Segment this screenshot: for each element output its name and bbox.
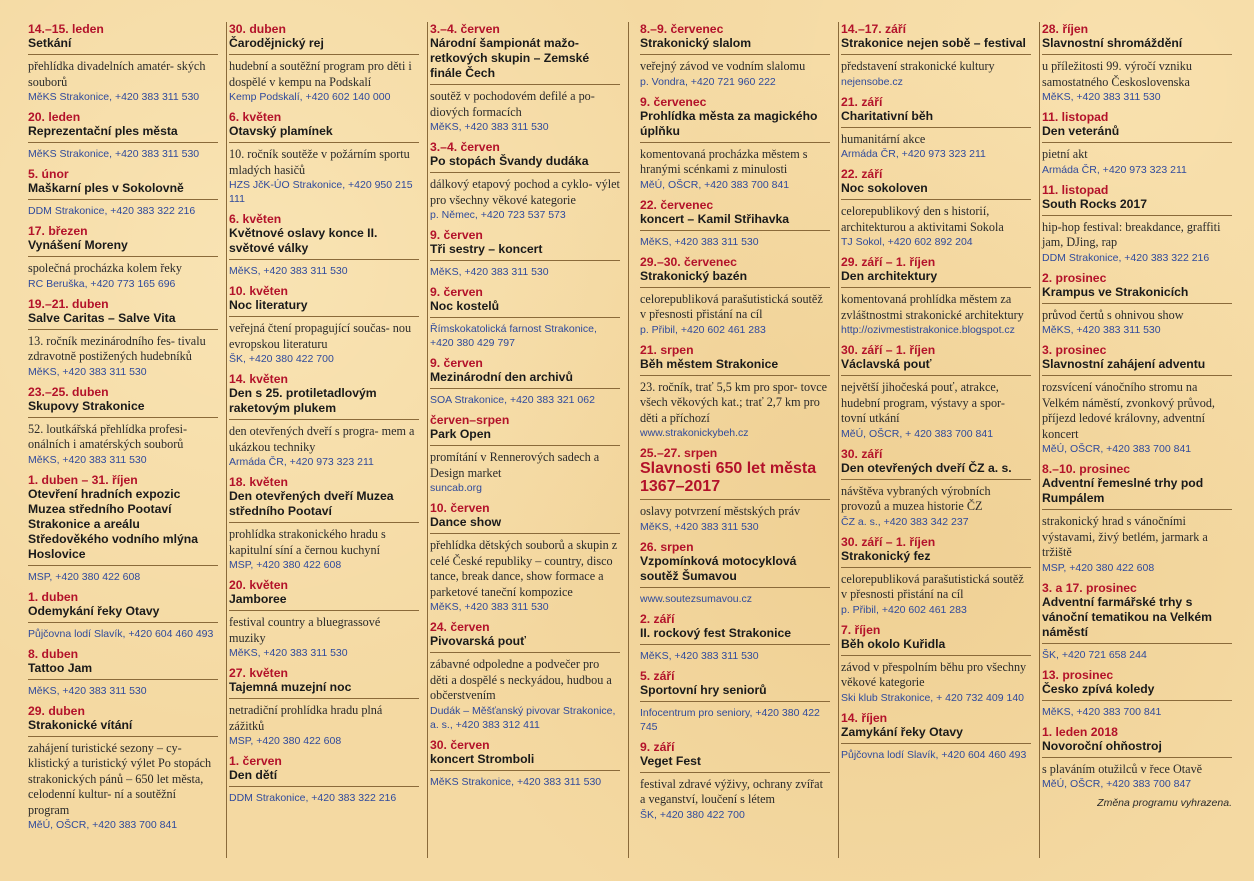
event-title: Strakonický slalom <box>640 36 830 55</box>
event-description: 52. loutkářská přehlídka profesi- onálních i amatérských souborů <box>28 421 188 451</box>
event-date: 3. prosinec <box>1042 343 1107 357</box>
event-contact: Půjčovna lodí Slavík, +420 604 460 493 <box>841 748 1027 761</box>
event-date: 21. září <box>841 94 883 109</box>
event-contact: ČZ a. s., +420 383 342 237 <box>841 515 969 528</box>
event-item <box>640 612 830 663</box>
event-contact: Infocentrum pro seniory, +420 380 422 745 <box>640 706 820 733</box>
event-contact: MěKS, +420 383 311 530 <box>229 265 348 277</box>
event-date: 8.–9. červenec <box>640 22 724 36</box>
event-title: Slavnostní zahájení adventu <box>1042 357 1232 376</box>
event-description: představení strakonické kultury <box>841 59 995 73</box>
event-item <box>841 535 1031 617</box>
event-item <box>28 385 218 467</box>
event-contact: MěKS, +420 383 311 530 <box>229 647 348 659</box>
event-contact: MSP, +420 380 422 608 <box>229 559 342 571</box>
event-description: 13. ročník mezinárodního fes- tivalu zdravotně postižených hudebníků <box>28 333 206 363</box>
column-2 <box>229 22 419 811</box>
event-item <box>28 110 218 161</box>
event-date: 9. červen <box>430 228 483 242</box>
column-6 <box>1042 22 1232 809</box>
event-description: netradiční prohlídka hradu plná zážitků <box>229 703 383 733</box>
program-change-note: Změna programu vyhrazena. <box>1097 797 1232 809</box>
event-date: 20. leden <box>28 110 81 124</box>
event-contact: p. Přibil, +420 602 461 283 <box>640 323 766 336</box>
event-item <box>430 738 620 789</box>
event-title: Strakonický bazén <box>640 269 830 288</box>
event-contact: MěKS, +420 383 311 530 <box>640 649 759 662</box>
event-contact: MěKS, +420 383 311 530 <box>1042 91 1161 103</box>
event-title: Adventní řemeslné trhy pod Rumpálem <box>1042 476 1232 510</box>
event-description: přehlídka dětských souborů a skupin z celé České republiky – country, disco tance, break dance, show formace a parketové taneční kompozice <box>430 538 618 599</box>
event-contact: p. Přibil, +420 602 461 283 <box>841 603 967 616</box>
event-item <box>229 754 419 805</box>
column-divider <box>838 22 839 858</box>
event-date: 9. červen <box>430 356 483 370</box>
event-title: Česko zpívá koledy <box>1042 682 1232 701</box>
event-contact: MěKS, +420 383 311 530 <box>430 121 549 133</box>
event-item <box>1042 22 1232 104</box>
event-item <box>1042 183 1232 265</box>
event-item <box>1042 725 1232 792</box>
event-contact: nejensobe.cz <box>841 75 903 88</box>
event-item <box>640 446 830 534</box>
event-title: Charitativní běh <box>841 109 1031 128</box>
event-date: 1. duben – 31. říjen <box>28 472 138 487</box>
event-date: 5. únor <box>28 167 69 181</box>
event-date: červen–srpen <box>430 413 510 427</box>
event-title: Národní šampionát mažo- retkových skupin – Zemské finále Čech <box>430 36 620 85</box>
event-contact: Armáda ČR, +420 973 323 211 <box>229 456 374 468</box>
event-title: Čarodějnický rej <box>229 36 419 55</box>
event-contact: MěÚ, OŠCR, +420 383 700 841 <box>1042 443 1192 455</box>
event-title: Vzpomínková motocyklová soutěž Šumavou <box>640 554 830 588</box>
event-description: pietní akt <box>1042 147 1088 161</box>
column-divider <box>226 22 227 858</box>
event-item <box>640 198 830 249</box>
event-date: 2. září <box>640 611 675 626</box>
event-item <box>28 22 218 104</box>
event-contact: DDM Strakonice, +420 383 322 216 <box>1042 251 1210 264</box>
event-title: Zamykání řeky Otavy <box>841 725 1031 744</box>
event-title: Mezinárodní den archivů <box>430 370 620 389</box>
column-3 <box>430 22 620 795</box>
event-item <box>841 22 1031 89</box>
event-contact: DDM Strakonice, +420 383 322 216 <box>28 205 196 217</box>
event-title: Den s 25. protiletadlovým raketovým plukem <box>229 386 419 420</box>
event-contact: Půjčovna lodí Slavík, +420 604 460 493 <box>28 627 214 640</box>
event-item <box>841 343 1031 441</box>
event-description: festival zdravé výživy, ochrany zvířat a veganství, loučení s létem <box>640 776 823 806</box>
event-description: veřejná čtení propagující součas- nou evropskou literaturu <box>229 321 412 351</box>
event-title: Běh okolo Kuřidla <box>841 637 1031 656</box>
event-contact: MěKS, +420 383 311 530 <box>1042 324 1161 336</box>
event-item <box>229 110 419 206</box>
event-date: 29. duben <box>28 703 85 718</box>
event-date: 9. září <box>640 739 675 754</box>
event-date: 2. prosinec <box>1042 270 1107 285</box>
event-title: Tři sestry – koncert <box>430 242 620 261</box>
event-item <box>430 22 620 134</box>
event-item <box>229 212 419 278</box>
event-description: hudební a soutěžní program pro děti i dospělé v kempu na Podskalí <box>229 59 412 89</box>
event-title: Den veteránů <box>1042 124 1232 143</box>
event-date: 6. květen <box>229 212 282 226</box>
event-date: 8. duben <box>28 646 79 661</box>
event-date: 9. červen <box>430 285 483 299</box>
event-description: soutěž v pochodovém defilé a po- diových formacích <box>430 89 595 119</box>
event-item <box>640 343 830 441</box>
event-title: Strakonice nejen sobě – festival <box>841 36 1031 55</box>
event-description: 23. ročník, trať 5,5 km pro spor- tovce všech věkových kat.; trať 2,7 km pro děti a příchozí <box>640 379 828 425</box>
event-date: 21. srpen <box>640 342 694 357</box>
event-description: přehlídka divadelních amatér- ských souborů <box>28 59 206 89</box>
event-description: celorepublikový den s historií, architekturou a aktivitami Sokola <box>841 204 1004 234</box>
event-date: 23.–25. duben <box>28 384 109 399</box>
column-4 <box>640 22 830 828</box>
event-title: Noc sokoloven <box>841 181 1031 200</box>
event-description: celorepubliková parašutistická soutěž v přesnosti přistání na cíl <box>640 291 823 321</box>
event-item <box>1042 668 1232 719</box>
event-item <box>229 372 419 469</box>
event-title: Po stopách Švandy dudáka <box>430 154 620 173</box>
event-item <box>1042 462 1232 575</box>
event-item <box>841 623 1031 705</box>
event-contact: MěÚ, OŠCR, +420 383 700 841 <box>28 819 178 831</box>
event-description: komentovaná procházka městem s hranými scénkami z minulosti <box>640 146 808 176</box>
event-date: 22. září <box>841 167 883 181</box>
event-contact: MěÚ, OŠCR, + 420 383 700 841 <box>841 427 994 440</box>
event-item <box>28 297 218 379</box>
event-title: Maškarní ples v Sokolovně <box>28 181 218 200</box>
event-title: Pivovarská pouť <box>430 634 620 653</box>
event-date: 7. říjen <box>841 622 881 637</box>
event-date: 14.–15. leden <box>28 22 104 36</box>
event-description: u příležitosti 99. výročí vzniku samostatného Československa <box>1042 59 1192 89</box>
event-contact: Římskokatolická farnost Strakonice, +420 380 429 797 <box>430 323 597 349</box>
event-title: Novoroční ohňostroj <box>1042 739 1232 758</box>
event-title: Reprezentační ples města <box>28 124 218 143</box>
event-contact: Armáda ČR, +420 973 323 211 <box>1042 163 1187 176</box>
event-item <box>640 255 830 337</box>
event-item <box>841 711 1031 762</box>
event-item <box>229 666 419 748</box>
event-contact: MěKS, +420 383 311 530 <box>640 235 759 248</box>
event-date: 30. duben <box>229 22 286 36</box>
event-description: zahájení turistické sezony – cy- klistický a turistický výlet Po stopách strakonických pánů – 650 let města, celodenní kultur- ní a soutěžní program <box>28 740 212 817</box>
event-description: promítání v Rennerových sadech a Design market <box>430 450 600 480</box>
event-contact: p. Vondra, +420 721 960 222 <box>640 75 776 88</box>
event-date: 1. červen <box>229 754 282 768</box>
event-contact: ŠK, +420 380 422 700 <box>229 353 334 365</box>
event-title: Strakonický fez <box>841 549 1031 568</box>
column-divider <box>628 22 629 858</box>
event-description: zábavné odpoledne a podvečer pro děti a dospělé s neckyádou, hudbou a občerstvením <box>430 657 612 702</box>
event-contact: MěKS, +420 383 311 530 <box>640 520 759 533</box>
event-title: Setkání <box>28 36 218 55</box>
event-item <box>430 501 620 614</box>
event-title: Odemykání řeky Otavy <box>28 604 218 623</box>
event-contact: http://ozivmestistrakonice.blogspot.cz <box>841 324 1015 336</box>
event-contact: MěÚ, OŠCR, +420 383 700 841 <box>640 178 790 191</box>
event-title: II. rockový fest Strakonice <box>640 626 830 645</box>
event-description: závod v přespolním běhu pro všechny věkové kategorie <box>841 659 1027 689</box>
event-date: 11. listopad <box>1042 110 1109 124</box>
event-contact: MěKS, +420 383 311 530 <box>430 266 549 278</box>
event-contact: DDM Strakonice, +420 383 322 216 <box>229 792 397 804</box>
event-description: společná procházka kolem řeky <box>28 261 182 275</box>
event-contact: Ski klub Strakonice, + 420 732 409 140 <box>841 691 1025 704</box>
event-item <box>28 473 218 584</box>
event-item <box>640 95 830 192</box>
event-item <box>430 140 620 222</box>
event-description: prohlídka strakonického hradu s kapitulní síní a černou kuchyní <box>229 527 386 557</box>
event-date: 3.–4. červen <box>430 140 500 154</box>
column-divider <box>1039 22 1040 858</box>
event-contact: MěKS, +420 383 311 530 <box>28 684 147 697</box>
event-date: 30. září – 1. říjen <box>841 343 936 357</box>
event-contact: suncab.org <box>430 482 482 494</box>
event-item <box>430 228 620 279</box>
event-title: Noc kostelů <box>430 299 620 318</box>
event-description: dálkový etapový pochod a cyklo- výlet pro všechny věkové kategorie <box>430 177 620 207</box>
event-date: 14. říjen <box>841 710 888 725</box>
event-item <box>430 413 620 495</box>
event-title: Prohlídka města za magického úplňku <box>640 109 830 143</box>
event-title: Veget Fest <box>640 754 830 773</box>
event-date: 13. prosinec <box>1042 667 1114 682</box>
event-date: 3. a 17. prosinec <box>1042 580 1137 595</box>
event-contact: MSP, +420 380 422 608 <box>1042 561 1155 574</box>
event-item <box>640 22 830 89</box>
event-title: Tattoo Jam <box>28 661 218 680</box>
event-description: strakonický hrad s vánočními výstavami, živý betlém, jarmark a tržiště <box>1042 514 1208 559</box>
event-title: Noc literatury <box>229 298 419 317</box>
event-description: návštěva vybraných výrobních provozů a muzea historie ČZ <box>841 483 991 513</box>
event-title: Skupovy Strakonice <box>28 399 218 418</box>
event-item <box>229 578 419 660</box>
event-description: veřejný závod ve vodním slalomu <box>640 59 806 73</box>
event-contact: TJ Sokol, +420 602 892 204 <box>841 236 973 248</box>
event-description: oslavy potvrzení městských práv <box>640 504 801 518</box>
event-date: 1. leden 2018 <box>1042 724 1118 739</box>
event-contact: MěKS, +420 383 311 530 <box>28 365 147 378</box>
event-item <box>430 620 620 732</box>
event-item <box>28 224 218 291</box>
event-date: 19.–21. duben <box>28 296 109 311</box>
event-contact: MěKS, +420 383 311 530 <box>28 453 147 466</box>
event-item <box>28 647 218 698</box>
event-title: Strakonické vítání <box>28 718 218 737</box>
event-date: 11. listopad <box>1042 182 1109 197</box>
event-date: 10. červen <box>430 501 490 515</box>
event-title: koncert Stromboli <box>430 752 620 771</box>
event-contact: Kemp Podskalí, +420 602 140 000 <box>229 91 391 103</box>
event-item <box>1042 110 1232 177</box>
event-title: Otavský plamínek <box>229 124 419 143</box>
event-description: festival country a bluegrassové muziky <box>229 615 381 645</box>
event-item <box>841 95 1031 162</box>
event-date: 22. červenec <box>640 197 714 212</box>
event-title: koncert – Kamil Střihavka <box>640 212 830 231</box>
event-item <box>430 356 620 407</box>
column-divider <box>427 22 428 858</box>
event-item <box>1042 271 1232 338</box>
event-date: 30. červen <box>430 737 490 752</box>
event-title: South Rocks 2017 <box>1042 197 1232 216</box>
event-date: 30. září <box>841 446 883 461</box>
event-item <box>640 740 830 822</box>
event-item <box>28 167 218 218</box>
event-title: Den otevřených dveří Muzea středního Pootaví <box>229 489 419 523</box>
event-title: Květnové oslavy konce II. světové války <box>229 226 419 260</box>
event-item <box>430 285 620 350</box>
event-contact: MěKS Strakonice, +420 383 311 530 <box>28 148 200 160</box>
event-description: průvod čertů s ohnivou show <box>1042 307 1184 322</box>
event-date: 25.–27. srpen <box>640 446 718 460</box>
event-contact: Armáda ČR, +420 973 323 211 <box>841 148 986 160</box>
event-description: hip-hop festival: breakdance, graffiti jam, DJing, rap <box>1042 219 1221 249</box>
event-date: 14.–17. září <box>841 22 907 36</box>
event-contact: SOA Strakonice, +420 383 321 062 <box>430 394 595 406</box>
event-description: největší jihočeská pouť, atrakce, hudební program, výstavy a spor- tovní utkání <box>841 380 1005 425</box>
event-contact: MěKS, +420 383 700 841 <box>1042 705 1162 718</box>
event-date: 10. květen <box>229 284 288 298</box>
event-title: Salve Caritas – Salve Vita <box>28 311 218 330</box>
event-date: 6. květen <box>229 110 282 124</box>
event-title: Tajemná muzejní noc <box>229 680 419 699</box>
event-item <box>229 22 419 104</box>
event-contact: www.soutezsumavou.cz <box>640 592 753 605</box>
column-5 <box>841 22 1031 768</box>
event-title: Den architektury <box>841 269 1031 288</box>
event-description: s plaváním otužilců v řece Otavě <box>1042 761 1203 776</box>
event-date: 3.–4. červen <box>430 22 500 36</box>
event-contact: MěÚ, OŠCR, +420 383 700 847 <box>1042 778 1192 790</box>
event-title: Jamboree <box>229 592 419 611</box>
event-title: Adventní farmářské trhy s vánoční tematikou na Velkém náměstí <box>1042 595 1232 644</box>
event-date: 20. květen <box>229 578 288 592</box>
event-date: 8.–10. prosinec <box>1042 462 1131 476</box>
event-item <box>1042 581 1232 662</box>
event-title: Běh městem Strakonice <box>640 357 830 376</box>
event-description: komentovaná prohlídka městem za zvláštnostmi strakonické architektury <box>841 292 1024 322</box>
event-item <box>841 255 1031 337</box>
event-date: 18. květen <box>229 475 288 489</box>
event-title: Vynášení Moreny <box>28 238 218 257</box>
event-contact: MěKS Strakonice, +420 383 311 530 <box>430 775 602 788</box>
event-contact: ŠK, +420 380 422 700 <box>640 808 745 821</box>
event-description: 10. ročník soutěže v požárním sportu mladých hasičů <box>229 147 410 177</box>
event-item <box>841 447 1031 529</box>
event-description: rozsvícení vánočního stromu na Velkém náměstí, zvonkový průvod, příjezd ledové královny, adventní koncert <box>1042 380 1215 441</box>
event-title: Otevření hradních expozic Muzea středního Pootaví Strakonice a areálu Středověkého vodního mlýna Hoslovice <box>28 487 218 566</box>
event-item <box>1042 343 1232 456</box>
event-contact: Dudák – Měšťanský pivovar Strakonice, a. s., +420 383 312 411 <box>430 704 616 731</box>
event-contact: MSP, +420 380 422 608 <box>28 570 141 583</box>
event-item <box>841 167 1031 249</box>
event-date: 1. duben <box>28 589 79 604</box>
event-title: Den dětí <box>229 768 419 787</box>
event-contact: MěKS, +420 383 311 530 <box>430 601 549 613</box>
event-contact: www.strakonickybeh.cz <box>640 427 749 439</box>
event-title: Dance show <box>430 515 620 534</box>
event-item <box>28 590 218 641</box>
event-date: 17. březen <box>28 224 88 238</box>
event-date: 14. květen <box>229 372 288 386</box>
event-title: Den otevřených dveří ČZ a. s. <box>841 461 1031 480</box>
event-item <box>28 704 218 833</box>
event-date: 24. červen <box>430 620 490 634</box>
event-date: 29. září – 1. říjen <box>841 255 936 269</box>
event-contact: ŠK, +420 721 658 244 <box>1042 648 1147 661</box>
event-contact: MěKS Strakonice, +420 383 311 530 <box>28 91 200 103</box>
event-date: 9. červenec <box>640 94 707 109</box>
event-description: humanitární akce <box>841 131 926 146</box>
event-title: Slavnosti 650 let města 1367–2017 <box>640 460 830 500</box>
event-contact: MSP, +420 380 422 608 <box>229 735 342 747</box>
event-contact: HZS JčK-ÚO Strakonice, +420 950 215 111 <box>229 179 413 205</box>
event-item <box>229 475 419 572</box>
event-title: Sportovní hry seniorů <box>640 683 830 702</box>
event-title: Slavnostní shromáždění <box>1042 36 1232 55</box>
event-date: 28. říjen <box>1042 22 1089 36</box>
event-date: 27. květen <box>229 666 288 680</box>
event-date: 5. září <box>640 668 675 683</box>
event-date: 30. září – 1. říjen <box>841 534 936 549</box>
event-contact: RC Beruška, +420 773 165 696 <box>28 277 176 290</box>
column-1 <box>28 22 218 838</box>
event-description: den otevřených dveří s progra- mem a ukázkou techniky <box>229 424 415 454</box>
event-date: 29.–30. červenec <box>640 254 737 269</box>
event-contact: p. Němec, +420 723 537 573 <box>430 209 566 221</box>
event-item <box>229 284 419 366</box>
event-description: celorepubliková parašutistická soutěž v přesnosti přistání na cíl <box>841 571 1024 601</box>
event-title: Park Open <box>430 427 620 446</box>
event-item <box>640 540 830 606</box>
event-title: Václavská pouť <box>841 357 1031 376</box>
event-date: 26. srpen <box>640 539 694 554</box>
note-holder <box>1042 797 1232 809</box>
event-item <box>640 669 830 734</box>
event-title: Krampus ve Strakonicích <box>1042 285 1232 304</box>
